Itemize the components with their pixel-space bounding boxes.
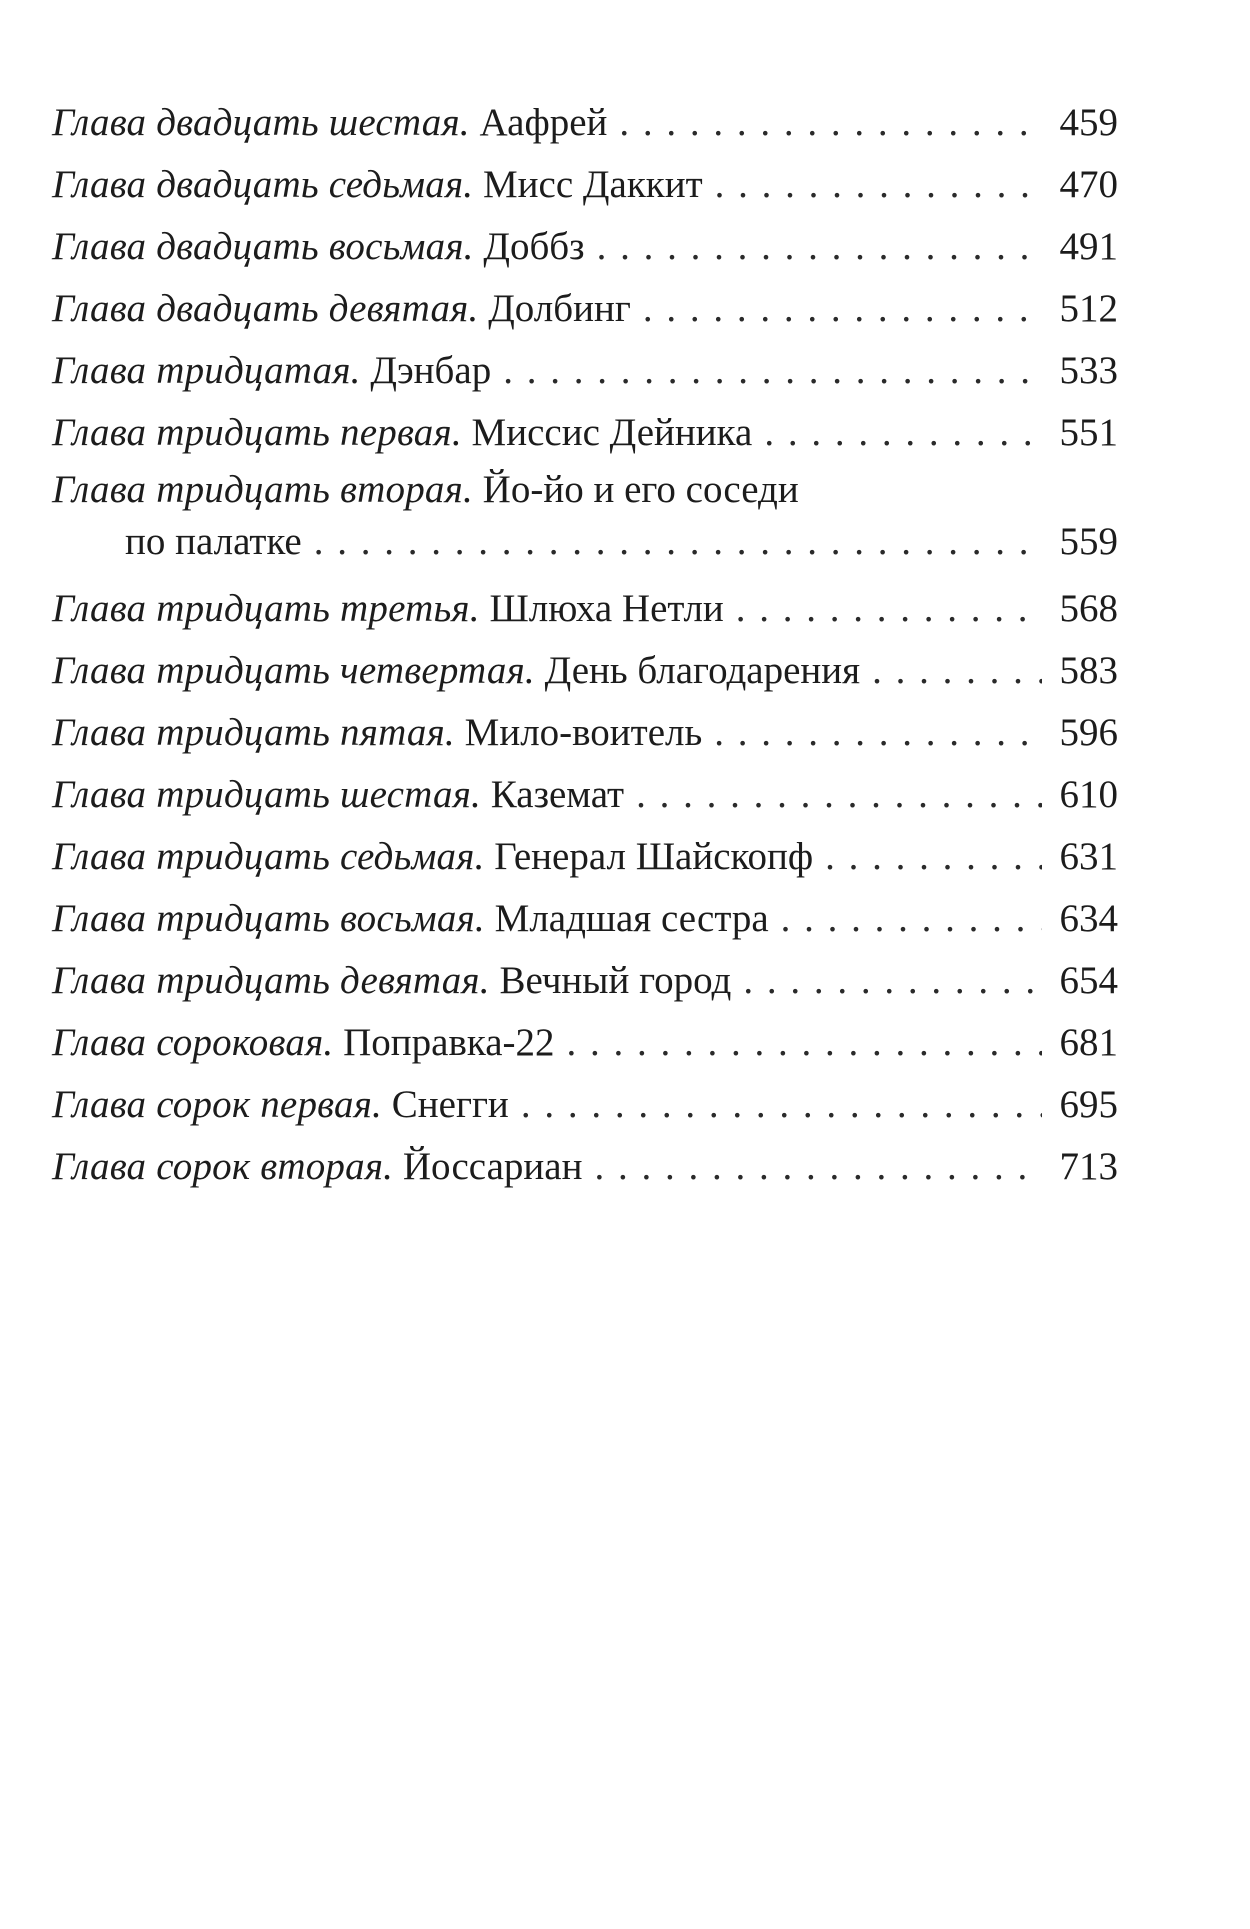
chapter-title: Генерал Шайскопф [494,835,814,878]
dot-leader [594,1136,1042,1198]
toc-entry-line [52,340,1118,402]
dot-leader [736,578,1042,640]
page-number: 681 [1059,1021,1118,1064]
page-number: 568 [1059,587,1118,630]
page-number: 634 [1059,897,1118,940]
page-number: 559 [1059,520,1118,563]
toc-entry-line [52,154,1118,216]
page-number: 713 [1059,1145,1118,1188]
page-number: 551 [1059,411,1118,454]
chapter-number-label: Глава двадцать седьмая. [52,163,474,206]
page-number: 459 [1059,101,1118,144]
dot-leader [314,516,1042,568]
toc-entry [52,402,1118,464]
page-number: 470 [1059,163,1118,206]
page-number: 491 [1059,225,1118,268]
toc-entry [52,578,1118,640]
dot-leader [643,278,1042,340]
chapter-number-label: Глава двадцать шестая. [52,101,470,144]
toc-entry-continuation-line [52,516,1118,568]
toc-entry-line [52,640,1118,702]
chapter-number-label: Глава тридцать восьмая. [52,897,485,940]
chapter-title: Дэнбар [370,349,492,392]
toc-entry-line [52,216,1118,278]
toc-entry-line [52,402,1118,464]
dot-leader [715,154,1042,216]
chapter-number-label: Глава тридцать вторая. [52,468,473,511]
chapter-title: Доббз [483,225,585,268]
toc-entry-line [52,702,1118,764]
chapter-number-label: Глава двадцать девятая. [52,287,479,330]
dot-leader [743,950,1042,1012]
toc-entry-line [52,92,1118,154]
chapter-number-label: Глава тридцать девятая. [52,959,490,1002]
chapter-number-label: Глава сорок вторая. [52,1145,394,1188]
toc-entry-line [52,1136,1118,1198]
toc-entry [52,702,1118,764]
page-number: 533 [1059,349,1118,392]
chapter-title: Поправка-22 [343,1021,555,1064]
toc-entry-line [52,464,1118,516]
toc-entry [52,92,1118,154]
chapter-title: Аафрей [479,101,608,144]
chapter-number-label: Глава тридцать седьмая. [52,835,485,878]
dot-leader [597,216,1042,278]
chapter-title-continuation: по палатке [125,520,302,563]
toc-entry [52,950,1118,1012]
dot-leader [872,640,1042,702]
toc-entry [52,154,1118,216]
toc-entry [52,1012,1118,1074]
chapter-title: Шлюха Нетли [489,587,724,630]
dot-leader [503,340,1042,402]
toc-entry [52,278,1118,340]
page-number: 596 [1059,711,1118,754]
toc-entry-line [52,764,1118,826]
toc-entry [52,826,1118,888]
toc-entry [52,340,1118,402]
chapter-title: Йо-йо и его соседи [482,468,799,511]
chapter-title: Вечный город [499,959,732,1002]
toc-entry-line [52,278,1118,340]
chapter-title: Каземат [490,773,625,816]
dot-leader [521,1074,1042,1136]
chapter-number-label: Глава двадцать восьмая. [52,225,474,268]
chapter-title: Миссис Дейника [471,411,753,454]
dot-leader [567,1012,1042,1074]
page-number: 631 [1059,835,1118,878]
chapter-number-label: Глава сорок первая. [52,1083,382,1126]
toc-entry [52,888,1118,950]
chapter-title: День благодарения [544,649,861,692]
toc-entry-line [52,826,1118,888]
chapter-number-label: Глава сороковая. [52,1021,334,1064]
chapter-number-label: Глава тридцать первая. [52,411,462,454]
chapter-title: Снегги [391,1083,509,1126]
dot-leader [619,92,1042,154]
toc-entry-line [52,950,1118,1012]
table-of-contents [52,92,1118,1198]
toc-entry [52,764,1118,826]
chapter-number-label: Глава тридцать шестая. [52,773,482,816]
chapter-number-label: Глава тридцать четвертая. [52,649,535,692]
chapter-number-label: Глава тридцать пятая. [52,711,455,754]
dot-leader [781,888,1042,950]
dot-leader [636,764,1042,826]
page-number: 583 [1059,649,1118,692]
page-number: 610 [1059,773,1118,816]
toc-entry [52,1074,1118,1136]
chapter-number-label: Глава тридцатая. [52,349,361,392]
chapter-number-label: Глава тридцать третья. [52,587,480,630]
toc-entry-line [52,1012,1118,1074]
chapter-title: Долбинг [488,287,631,330]
toc-entry [52,464,1118,568]
chapter-title: Младшая сестра [494,897,769,940]
toc-entry-line [52,888,1118,950]
dot-leader [764,402,1042,464]
dot-leader [714,702,1042,764]
page-number: 512 [1059,287,1118,330]
chapter-title: Йоссариан [402,1145,583,1188]
toc-entry [52,216,1118,278]
chapter-title: Мило-воитель [464,711,703,754]
toc-entry [52,1136,1118,1198]
chapter-title: Мисс Даккит [483,163,703,206]
dot-leader [825,826,1042,888]
toc-entry [52,640,1118,702]
page-number: 654 [1059,959,1118,1002]
toc-entry-line [52,1074,1118,1136]
page-number: 695 [1059,1083,1118,1126]
toc-entry-line [52,578,1118,640]
